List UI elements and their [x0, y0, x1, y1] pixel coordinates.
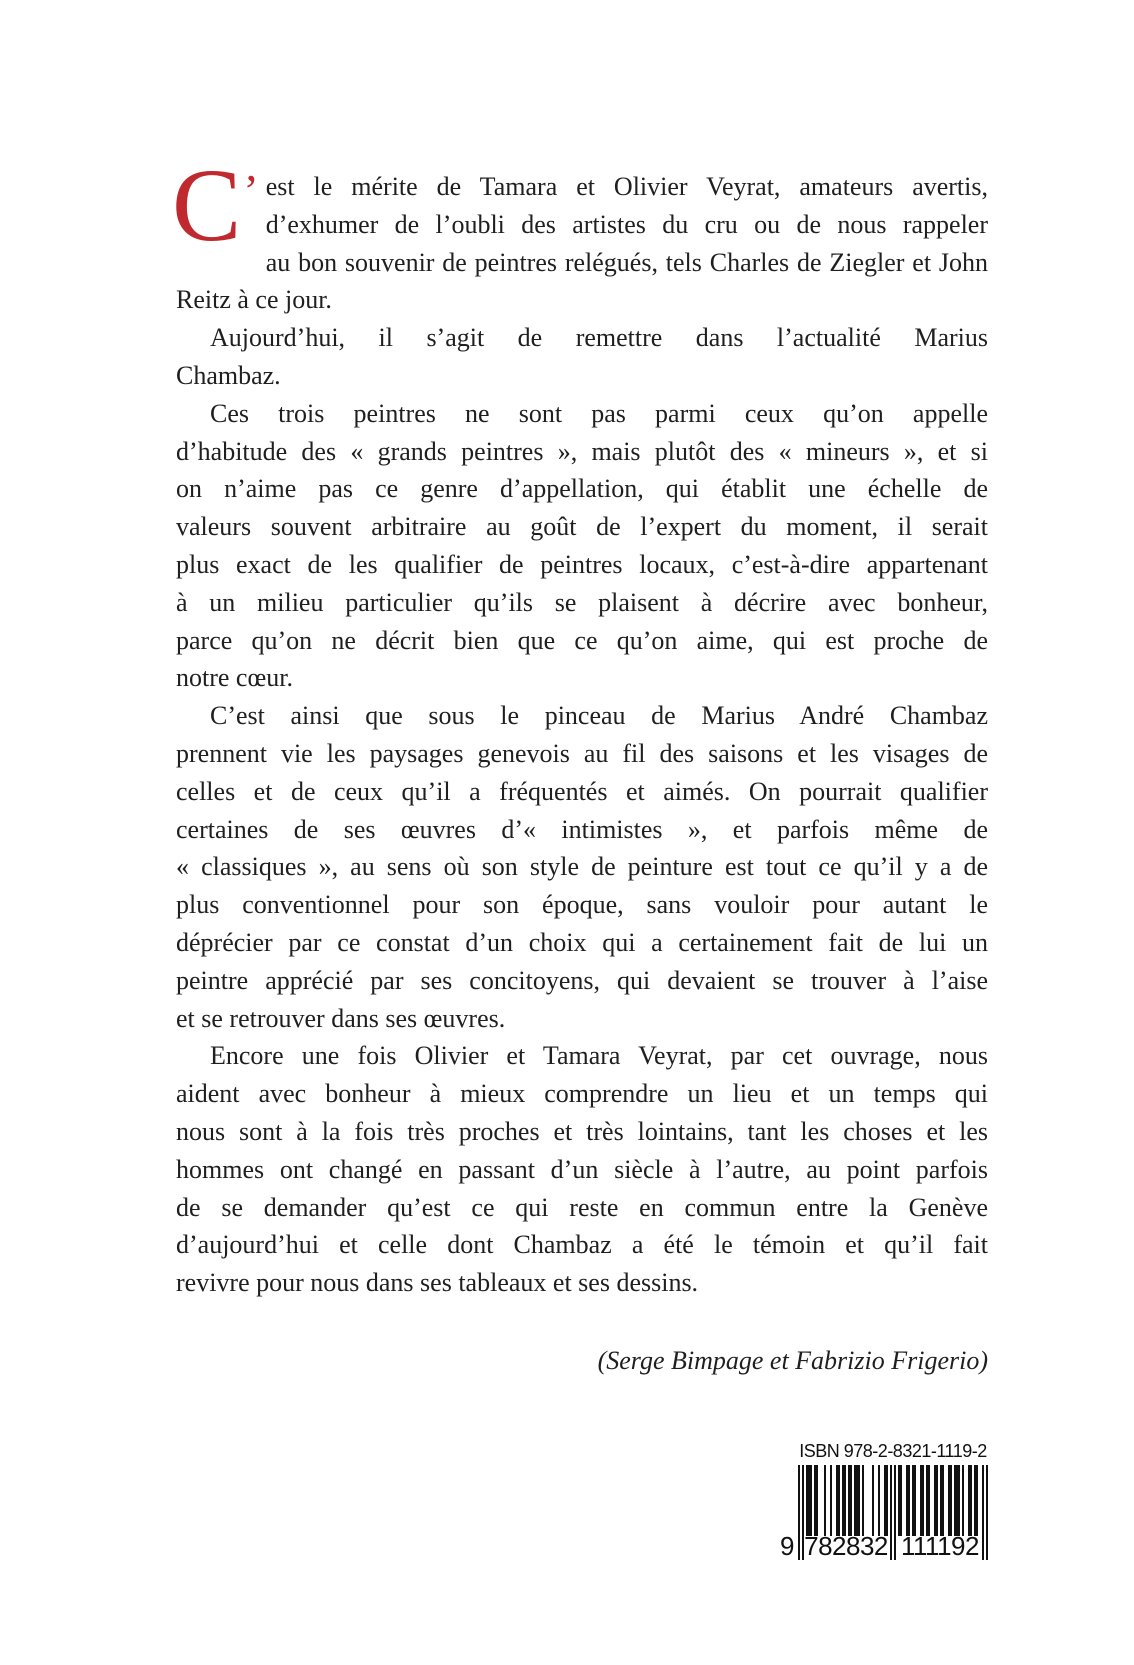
text-line: Ces trois peintres ne sont pas parmi ceux qu’on appelle: [210, 398, 988, 428]
text-line: d’aujourd’hui et celle dont Chambaz a été le témoin et qu’il fait: [176, 1230, 988, 1260]
text-line: Encore une fois Olivier et Tamara Veyrat, par cet ouvrage, nous: [210, 1041, 988, 1071]
text-line: plus conventionnel pour son époque, sans vouloir pour autant le: [176, 890, 988, 920]
barcode-digits-right: 111192: [901, 1531, 979, 1561]
text-line: peintre apprécié par ses concitoyens, qui devaient se trouver à l’aise: [176, 965, 988, 995]
dropcap-apostrophe: ’: [243, 165, 259, 216]
paragraph: [176, 697, 988, 1037]
text-line: on n’aime pas ce genre d’appellation, qui établit une échelle de: [176, 474, 988, 504]
text-line: plus exact de les qualifier de peintres locaux, c’est-à-dire appartenant: [176, 549, 988, 579]
isbn-label: ISBN 978-2-8321-1119-2: [799, 1441, 987, 1461]
text-line: certaines de ses œuvres d’« intimistes », et parfois même de: [176, 814, 988, 844]
signature-credit: (Serge Bimpage et Fabrizio Frigerio): [597, 1345, 988, 1375]
text-line: C’est ainsi que sous le pinceau de Marius André Chambaz: [210, 701, 988, 731]
text-line: déprécier par ce constat d’un choix qui a certainement fait de lui un: [176, 927, 988, 957]
text-line: de se demander qu’est ce qui reste en commun entre la Genève: [176, 1192, 988, 1222]
text-line: d’exhumer de l’oubli des artistes du cru ou de nous rappeler: [265, 209, 988, 239]
text-line: d’habitude des « grands peintres », mais plutôt des « mineurs », et si: [176, 436, 988, 466]
dropcap-initial: [172, 148, 259, 263]
barcode-digit-lead: 9: [780, 1531, 794, 1561]
text-line: prennent vie les paysages genevois au fil des saisons et les visages de: [176, 738, 988, 768]
text-line: revivre pour nous dans ses tableaux et ses dessins.: [176, 1268, 699, 1298]
text-line: au bon souvenir de peintres relégués, tels Charles de Ziegler et John: [265, 247, 988, 277]
isbn-block: [770, 1441, 992, 1567]
text-line: aident avec bonheur à mieux comprendre un lieu et un temps qui: [176, 1079, 988, 1109]
text-line: parce qu’on ne décrit bien que ce qu’on aime, qui est proche de: [176, 625, 988, 655]
dropcap-letter: C: [172, 148, 242, 263]
paragraph: [176, 1037, 988, 1302]
text-line: valeurs souvent arbitraire au goût de l’expert du moment, il serait: [176, 512, 988, 542]
text-line: est le mérite de Tamara et Olivier Veyrat, amateurs avertis,: [265, 172, 988, 201]
text-line: Reitz à ce jour.: [176, 285, 332, 315]
paragraph: [176, 319, 988, 395]
paragraph: [172, 148, 988, 319]
text-line: Chambaz.: [176, 360, 281, 390]
body-text: [172, 148, 988, 1380]
barcode-digits-left: 782832: [804, 1531, 888, 1561]
text-line: hommes ont changé en passant d’un siècle à l’autre, au point parfois: [176, 1154, 988, 1184]
text-line: Aujourd’hui, il s’agit de remettre dans l’actualité Marius: [210, 323, 988, 353]
text-line: « classiques », au sens où son style de peinture est tout ce qu’il y a de: [176, 852, 988, 882]
text-line: celles et de ceux qu’il a fréquentés et aimés. On pourrait qualifier: [176, 776, 988, 806]
paragraph: [176, 395, 988, 697]
text-line: nous sont à la fois très proches et très lointains, tant les choses et les: [176, 1116, 988, 1146]
text-line: notre cœur.: [176, 663, 293, 693]
text-line: et se retrouver dans ses œuvres.: [176, 1003, 506, 1033]
text-line: à un milieu particulier qu’ils se plaisent à décrire avec bonheur,: [176, 587, 988, 617]
